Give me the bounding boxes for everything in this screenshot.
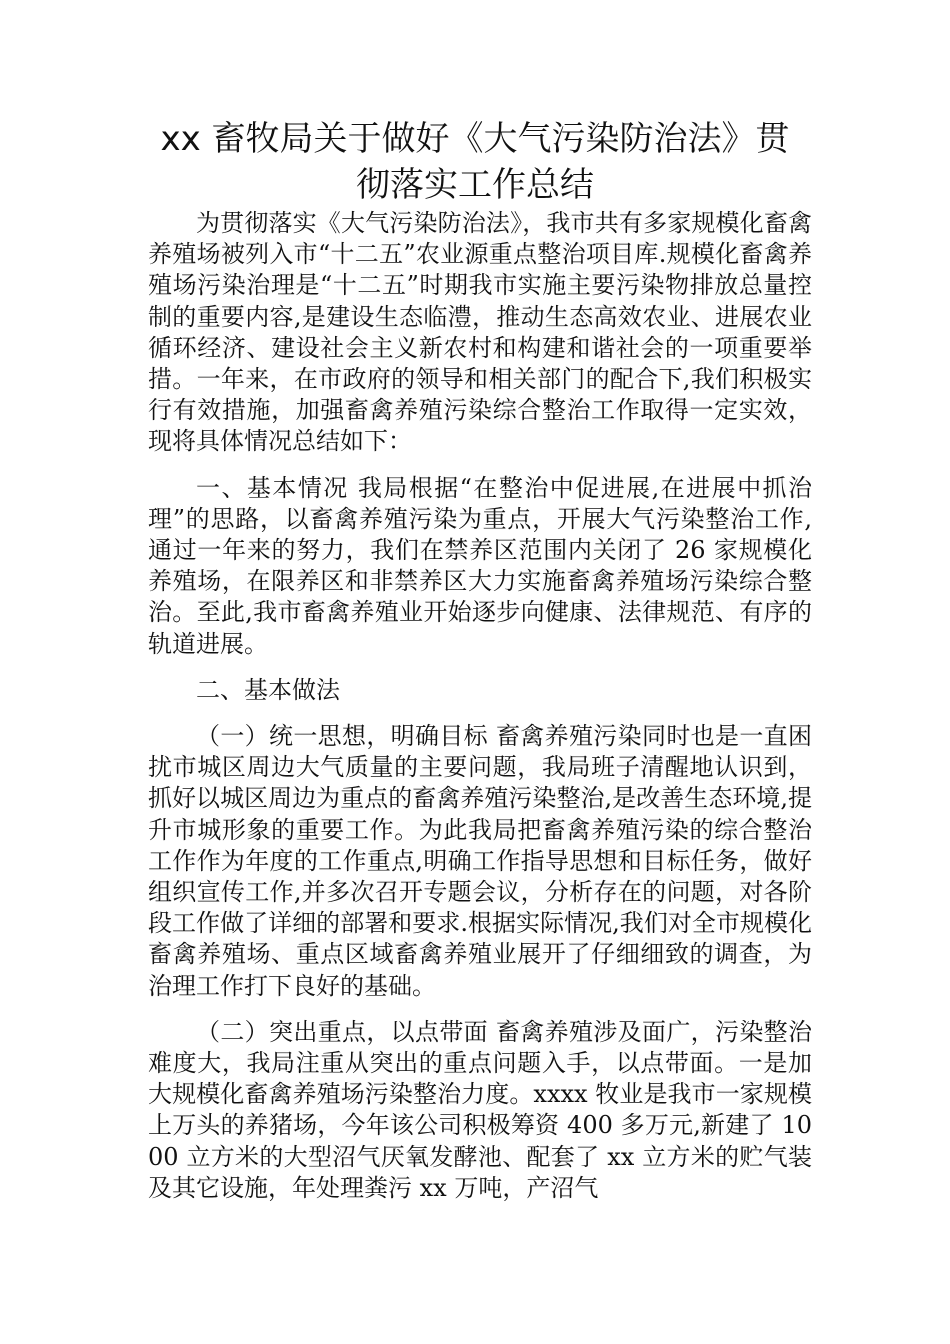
paragraph-highlight-focus: （二）突出重点，以点带面 畜禽养殖涉及面广，污染整治难度大，我局注重从突出的重点问题入手，以点带面。一是加大规模化畜禽养殖场污染整治力度。xxxx 牧业是我市一家规模上万头的养猪场，今年该公司积极筹资 400 多万元,新建了 1000 立方米的大型沼气厌氧发酵池、配套了 xx 立方米的贮气装及其它设施，年处理粪污 xx 万吨，产沼气: [148, 1017, 812, 1202]
section-heading-basic-methods: 二、基本做法: [196, 675, 340, 704]
title-line-1: xx 畜牧局关于做好《大气污染防治法》贯: [160, 119, 790, 159]
title-line-2: 彻落实工作总结: [356, 165, 594, 205]
paragraph-unify-thinking: （一）统一思想，明确目标 畜禽养殖污染同时也是一直困扰市城区周边大气质量的主要问题，我局班子清醒地认识到，抓好以城区周边为重点的畜禽养殖污染整治,是改善生态环境,提升市城形象的重要工作。为此我局把畜禽养殖污染的综合整治工作作为年度的工作重点,明确工作指导思想和目标任务，做好组织宣传工作,并多次召开专题会议，分析存在的问题，对各阶段工作做了详细的部署和要求.根据实际情况,我们对全市规模化畜禽养殖场、重点区域畜禽养殖业展开了仔细细致的调查，为治理工作打下良好的基础。: [148, 722, 812, 1000]
document-body: [148, 208, 812, 1219]
document-title: [100, 116, 850, 208]
paragraph-basic-situation: 一、基本情况 我局根据“在整治中促进展,在进展中抓治理”的思路，以畜禽养殖污染为重点，开展大气污染整治工作,通过一年来的努力，我们在禁养区范围内关闭了 26 家规模化养殖场，在限养区和非禁养区大力实施畜禽养殖场污染综合整治。至此,我市畜禽养殖业开始逐步向健康、法律规范、有序的轨道进展。: [148, 473, 812, 658]
paragraph-intro: 为贯彻落实《大气污染防治法》，我市共有多家规模化畜禽养殖场被列入市“十二五”农业源重点整治项目库.规模化畜禽养殖场污染治理是“十二五”时期我市实施主要污染物排放总量控制的重要内容,是建设生态临澧，推动生态高效农业、进展农业循环经济、建设社会主义新农村和构建和谐社会的一项重要举措。一年来，在市政府的领导和相关部门的配合下,我们积极实行有效措施，加强畜禽养殖污染综合整治工作取得一定实效，现将具体情况总结如下：: [148, 209, 812, 456]
